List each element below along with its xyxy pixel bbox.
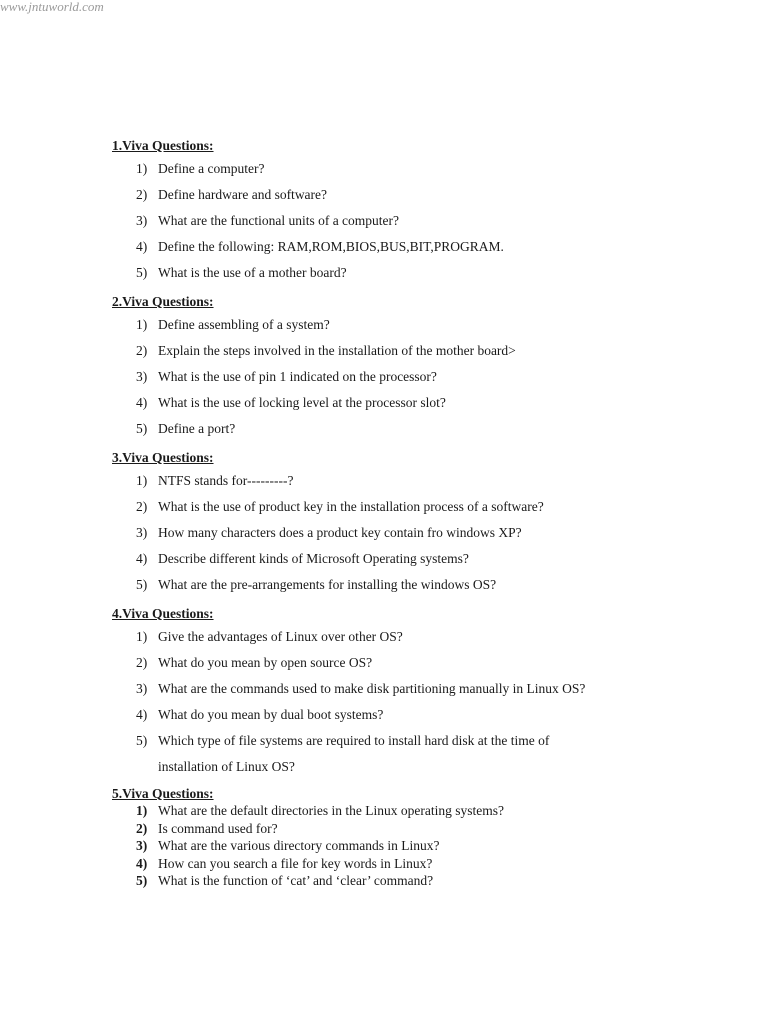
question-list — [112, 156, 752, 286]
section-heading: 1.Viva Questions: — [112, 138, 214, 153]
section-heading: 5.Viva Questions: — [112, 786, 214, 801]
question-number: 5) — [136, 265, 148, 280]
question-list — [112, 312, 752, 442]
question-number: 3) — [136, 369, 148, 384]
question-number: 1) — [136, 161, 148, 176]
question-item — [112, 802, 752, 820]
question-item — [112, 520, 752, 546]
question-text: Define hardware and software? — [158, 187, 328, 202]
question-item — [112, 546, 752, 572]
question-item — [112, 494, 752, 520]
question-text: What are the functional units of a computer? — [158, 213, 400, 228]
question-text: Which type of file systems are required to install hard disk at the time of installation of Linux OS? — [158, 733, 550, 774]
viva-section-2 — [112, 292, 752, 442]
question-item — [112, 702, 752, 728]
question-number: 4) — [136, 239, 148, 254]
question-item — [112, 234, 752, 260]
question-text: What are the various directory commands in Linux? — [158, 838, 440, 853]
question-item — [112, 855, 752, 873]
question-item — [112, 728, 752, 780]
question-number: 3) — [136, 838, 148, 853]
question-item — [112, 624, 752, 650]
question-text: Is command used for? — [158, 820, 278, 836]
viva-section-4 — [112, 604, 752, 780]
question-number: 4) — [136, 551, 148, 566]
question-list — [112, 624, 752, 780]
question-text: NTFS stands for---------? — [158, 473, 294, 488]
watermark-url: www.jntuworld.com — [0, 0, 104, 14]
question-item — [112, 650, 752, 676]
question-number: 5) — [136, 421, 148, 436]
question-text: What is the use of product key in the installation process of a software? — [158, 499, 544, 514]
question-text: What do you mean by dual boot systems? — [158, 707, 384, 722]
question-item — [112, 312, 752, 338]
question-list — [112, 468, 752, 598]
question-text: Define assembling of a system? — [158, 317, 330, 332]
question-text: Define the following: RAM,ROM,BIOS,BUS,BIT,PROGRAM. — [158, 239, 504, 254]
question-number: 1) — [136, 317, 148, 332]
section-heading: 3.Viva Questions: — [112, 450, 214, 465]
question-text: What are the commands used to make disk partitioning manually in Linux OS? — [158, 681, 586, 696]
question-item — [112, 208, 752, 234]
question-number: 1) — [136, 803, 148, 818]
question-item — [112, 872, 752, 890]
question-text: Give the advantages of Linux over other OS? — [158, 629, 403, 644]
question-number: 3) — [136, 681, 148, 696]
question-text: What is the use of pin 1 indicated on the processor? — [158, 369, 437, 384]
question-text: Describe different kinds of Microsoft Operating systems? — [158, 551, 469, 566]
question-text: What do you mean by open source OS? — [158, 655, 373, 670]
question-number: 4) — [136, 707, 148, 722]
viva-section-3 — [112, 448, 752, 598]
question-number: 3) — [136, 525, 148, 540]
question-item — [112, 338, 752, 364]
question-text: How can you search a file for key words in Linux? — [158, 855, 433, 871]
question-number: 1) — [136, 473, 148, 488]
viva-section-5 — [112, 786, 752, 890]
question-number: 4) — [136, 395, 148, 410]
question-number: 4) — [136, 855, 148, 871]
question-item — [112, 837, 752, 855]
question-item — [112, 390, 752, 416]
question-text: Explain the steps involved in the installation of the mother board> — [158, 343, 516, 358]
question-text: What is the use of locking level at the processor slot? — [158, 395, 446, 410]
question-item — [112, 572, 752, 598]
question-number: 2) — [136, 187, 148, 202]
section-heading: 2.Viva Questions: — [112, 294, 214, 309]
question-item — [112, 676, 752, 702]
question-number: 2) — [136, 343, 148, 358]
question-text: What is the use of a mother board? — [158, 265, 347, 280]
question-text: Define a port? — [158, 421, 236, 436]
viva-section-1 — [112, 136, 752, 286]
question-item — [112, 260, 752, 286]
question-list — [112, 802, 752, 890]
question-number: 2) — [136, 499, 148, 514]
question-item — [112, 820, 752, 838]
section-heading: 4.Viva Questions: — [112, 606, 214, 621]
question-number: 5) — [136, 873, 148, 888]
question-item — [112, 468, 752, 494]
question-number: 1) — [136, 629, 148, 644]
question-number: 2) — [136, 820, 148, 836]
question-item — [112, 416, 752, 442]
question-item — [112, 156, 752, 182]
question-text: What is the function of ‘cat’ and ‘clear’ command? — [158, 873, 434, 888]
question-item — [112, 182, 752, 208]
question-number: 5) — [136, 577, 148, 592]
question-text: Define a computer? — [158, 161, 265, 176]
question-text: What are the pre-arrangements for installing the windows OS? — [158, 577, 497, 592]
question-number: 3) — [136, 213, 148, 228]
question-text: What are the default directories in the Linux operating systems? — [158, 803, 505, 818]
question-number: 5) — [136, 733, 148, 748]
question-item — [112, 364, 752, 390]
question-number: 2) — [136, 655, 148, 670]
question-text: How many characters does a product key contain fro windows XP? — [158, 525, 522, 540]
